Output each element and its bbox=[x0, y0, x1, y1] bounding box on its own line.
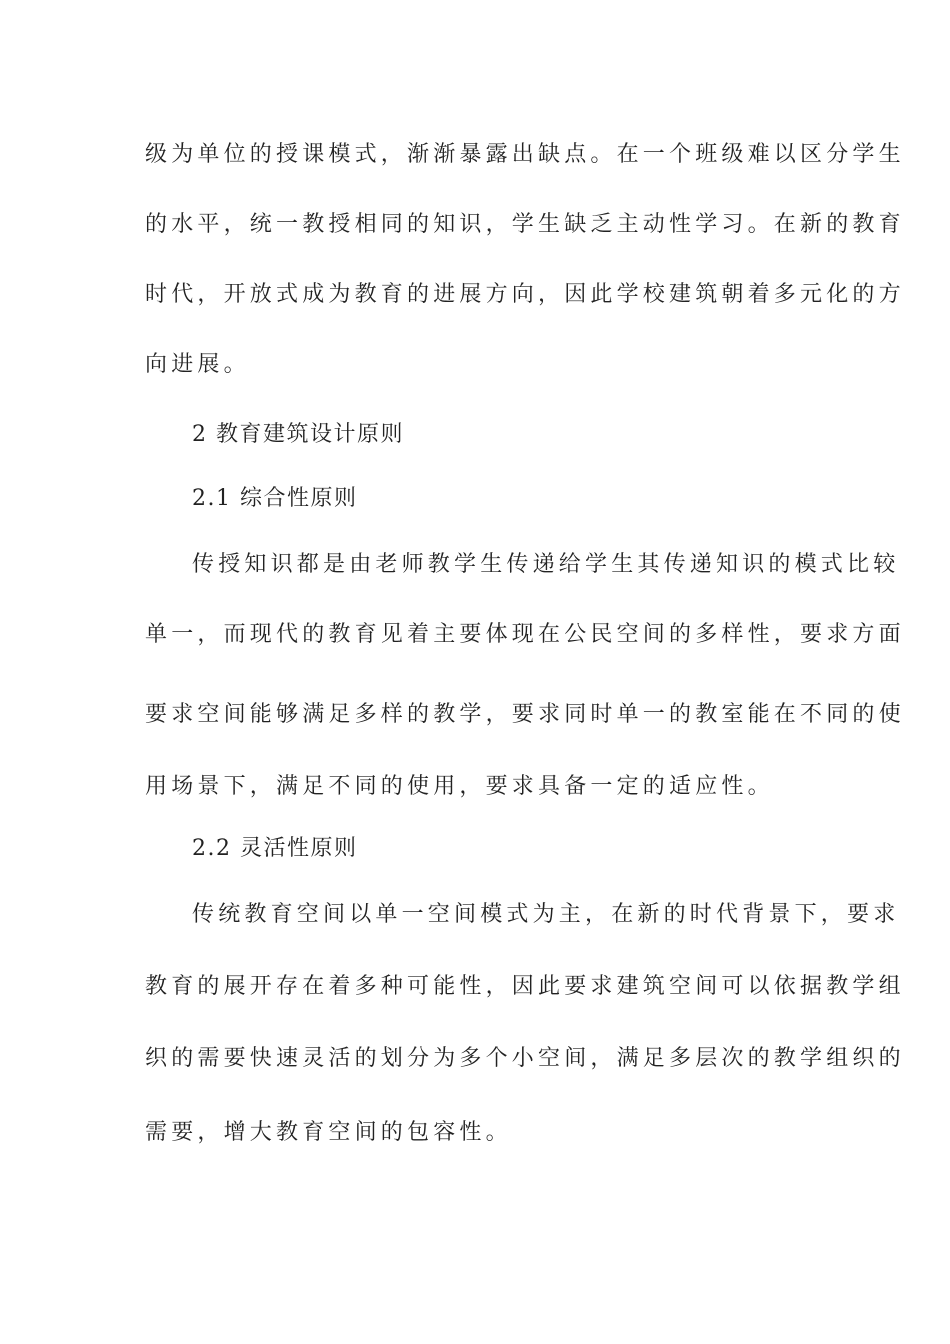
paragraph-1-line-1: 级为单位的授课模式，渐渐暴露出缺点。在一个班级难以区分学生 bbox=[145, 142, 905, 167]
paragraph-1-line-4: 向进展。 bbox=[145, 352, 250, 377]
paragraph-3-line-2: 教育的展开存在着多种可能性，因此要求建筑空间可以依据教学组 bbox=[145, 974, 905, 999]
paragraph-2-line-2: 单一，而现代的教育见着主要体现在公民空间的多样性，要求方面 bbox=[145, 622, 905, 647]
paragraph-3-line-4: 需要，增大教育空间的包容性。 bbox=[145, 1120, 512, 1145]
subsection-1-heading: 2.1 综合性原则 bbox=[192, 486, 358, 511]
paragraph-2-line-4: 用场景下，满足不同的使用，要求具备一定的适应性。 bbox=[145, 774, 774, 799]
paragraph-2-line-3: 要求空间能够满足多样的教学，要求同时单一的教室能在不同的使 bbox=[145, 702, 905, 727]
subsection-2-heading: 2.2 灵活性原则 bbox=[192, 836, 358, 861]
paragraph-3-line-3: 织的需要快速灵活的划分为多个小空间，满足多层次的教学组织的 bbox=[145, 1046, 905, 1071]
paragraph-2-line-1: 传授知识都是由老师教学生传递给学生其传递知识的模式比较 bbox=[192, 552, 900, 577]
paragraph-3-line-1: 传统教育空间以单一空间模式为主，在新的时代背景下，要求 bbox=[192, 902, 900, 927]
paragraph-1-line-3: 时代，开放式成为教育的进展方向，因此学校建筑朝着多元化的方 bbox=[145, 282, 905, 307]
paragraph-1-line-2: 的水平，统一教授相同的知识，学生缺乏主动性学习。在新的教育 bbox=[145, 212, 905, 237]
section-heading: 2 教育建筑设计原则 bbox=[192, 422, 404, 447]
